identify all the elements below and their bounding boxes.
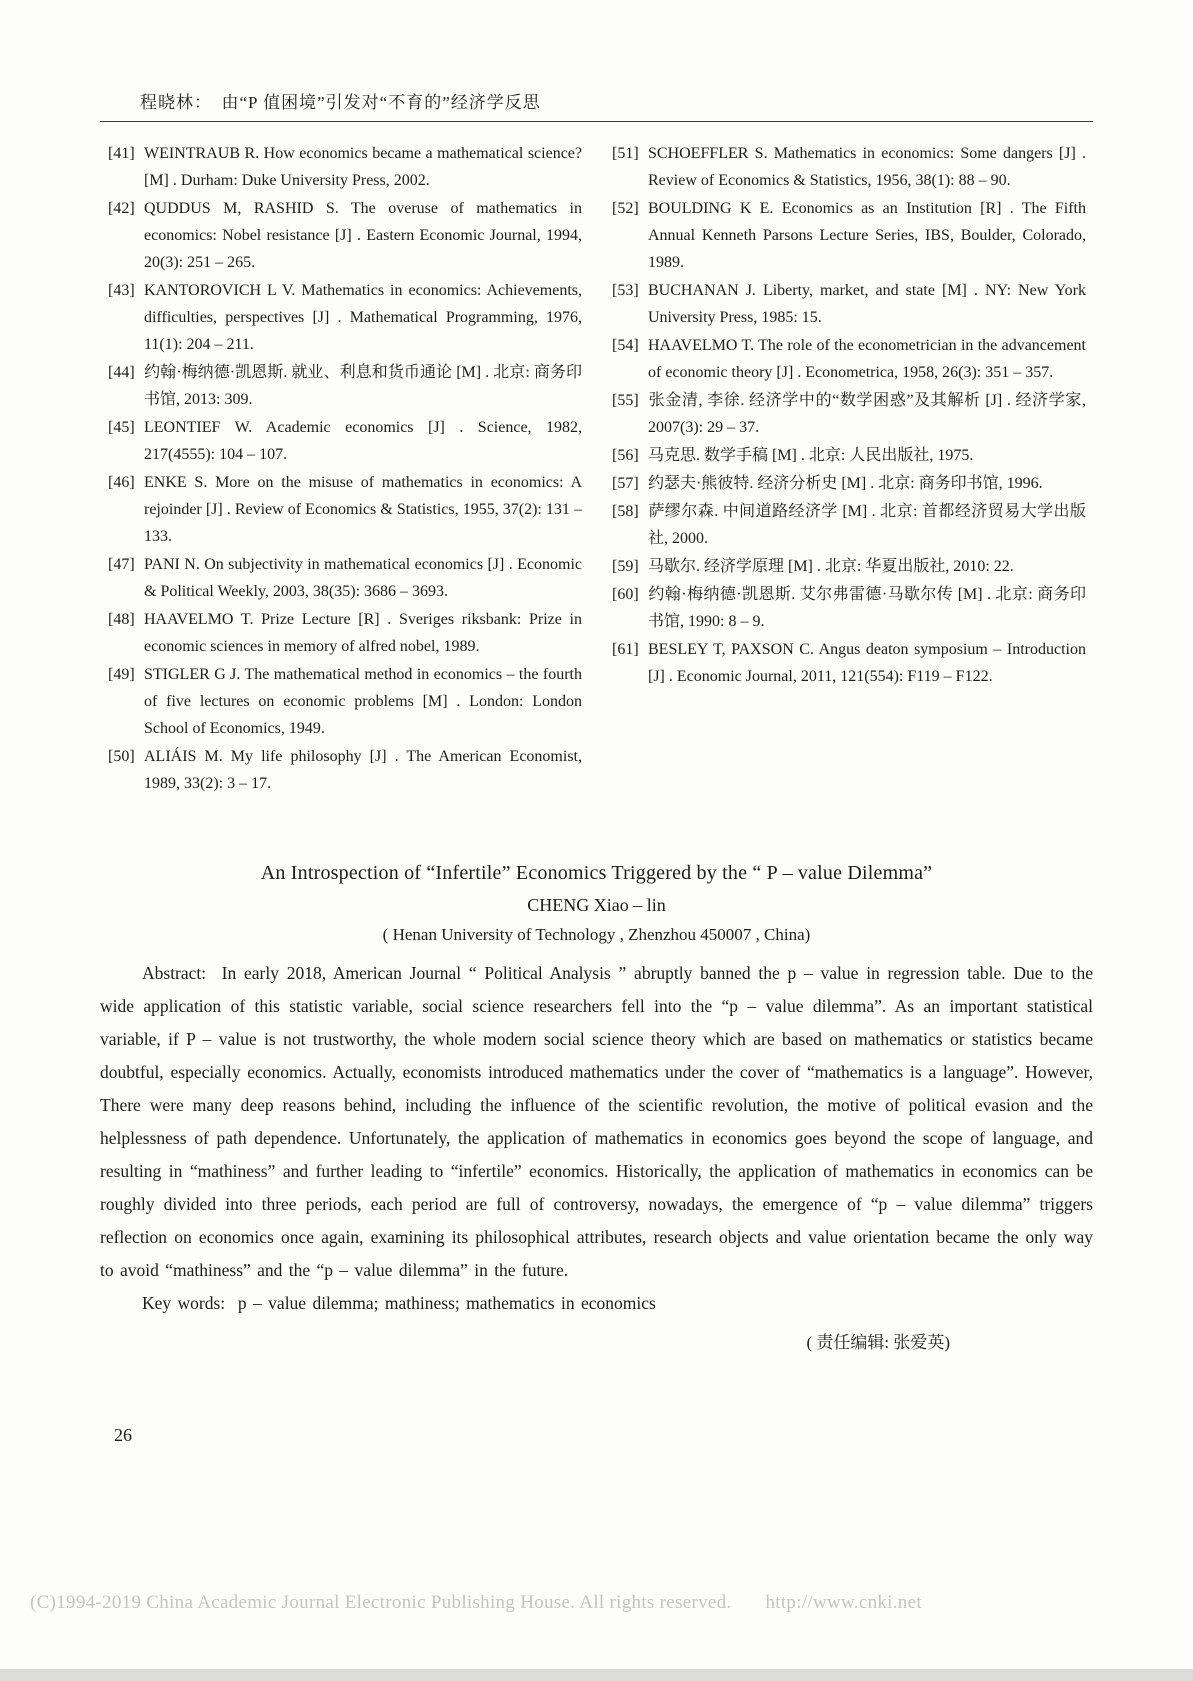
reference-text: BOULDING K E. Economics as an Institution [R] . The Fifth Annual Kenneth Parsons Lecture Series, IBS, Boulder, Colorado, 1989.: [648, 200, 1086, 271]
abstract-text: In early 2018, American Journal “ Political Analysis ” abruptly banned the p – value in regression table. Due to the wide application of this statistic variable, social science researchers fell into the “p – value dilemma”. As an important statistical variable, if P – value is not trustworthy, the whole modern social science theory which are based on mathematics or statistics became doubtful, especially economics. Actually, economists introduced mathematics under the cover of “mathematics is a language”. However, There were many deep reasons behind, including the influence of the scientific revolution, the motive of political evasion and the helplessness of path dependence. Unfortunately, the application of mathematics in economics goes beyond the scope of language, and resulting in “mathiness” and further leading to “infertile” economics. Historically, the application of mathematics in economics can be roughly divided into three periods, each period are full of controversy, nowadays, the emergence of “p – value dilemma” triggers reflection on economics once again, examining its philosophical attributes, research objects and value orientation became the only way to avoid “mathiness” and the “p – value dilemma” in the future.: [100, 963, 1094, 1280]
references-section: [108, 140, 1086, 798]
keywords-line: [100, 1287, 1093, 1320]
reference-text: SCHOEFFLER S. Mathematics in economics: Some dangers [J] . Review of Economics & Statistics, 1956, 38(1): 88 – 90.: [648, 145, 1086, 189]
reference-text: STIGLER G J. The mathematical method in economics – the fourth of five lectures on economic problems [M] . London: London School of Economics, 1949.: [144, 666, 582, 737]
copyright-url: http://www.cnki.net: [765, 1592, 922, 1613]
reference-item: [612, 553, 1086, 580]
reference-number: [41]: [108, 145, 135, 162]
reference-text: PANI N. On subjectivity in mathematical economics [J] . Economic & Political Weekly, 2003, 38(35): 3686 – 3693.: [144, 556, 582, 600]
keywords-text: p – value dilemma; mathiness; mathematics in economics: [237, 1293, 656, 1313]
reference-number: [54]: [612, 337, 639, 354]
reference-text: 张金清, 李徐. 经济学中的“数学困惑”及其解析 [J] . 经济学家, 2007(3): 29 – 37.: [648, 392, 1086, 436]
reference-item: [612, 581, 1086, 635]
reference-text: ENKE S. More on the misuse of mathematics in economics: A rejoinder [J] . Review of Economics & Statistics, 1955, 37(2): 131 – 133.: [144, 474, 582, 545]
reference-text: 约瑟夫·熊彼特. 经济分析史 [M] . 北京: 商务印书馆, 1996.: [648, 475, 1043, 492]
reference-item: [108, 140, 582, 194]
reference-text: LEONTIEF W. Academic economics [J] . Science, 1982, 217(4555): 104 – 107.: [144, 419, 582, 463]
reference-text: HAAVELMO T. Prize Lecture [R] . Sveriges riksbank: Prize in economic sciences in memory of alfred nobel, 1989.: [144, 611, 582, 655]
reference-number: [58]: [612, 503, 639, 520]
reference-item: [108, 359, 582, 413]
english-abstract-section: [100, 858, 1093, 1353]
reference-item: [108, 195, 582, 276]
reference-item: [108, 661, 582, 742]
reference-number: [46]: [108, 474, 135, 491]
reference-number: [42]: [108, 200, 135, 217]
reference-number: [55]: [612, 392, 639, 409]
reference-item: [108, 277, 582, 358]
reference-item: [108, 551, 582, 605]
reference-text: 马克思. 数学手稿 [M] . 北京: 人民出版社, 1975.: [648, 447, 974, 464]
reference-text: BESLEY T, PAXSON C. Angus deaton symposium – Introduction [J] . Economic Journal, 2011, 121(554): F119 – F122.: [648, 641, 1086, 685]
reference-number: [60]: [612, 586, 639, 603]
reference-item: [108, 743, 582, 797]
reference-number: [44]: [108, 364, 135, 381]
reference-text: BUCHANAN J. Liberty, market, and state [M] . NY: New York University Press, 1985: 15.: [648, 282, 1086, 326]
reference-text: HAAVELMO T. The role of the econometrician in the advancement of economic theory [J] . Econometrica, 1958, 26(3): 351 – 357.: [648, 337, 1086, 381]
reference-item: [612, 442, 1086, 469]
editor-note: ( 责任编辑: 张爱英): [806, 1333, 950, 1352]
reference-text: QUDDUS M, RASHID S. The overuse of mathematics in economics: Nobel resistance [J] . Eastern Economic Journal, 1994, 20(3): 251 – 265.: [144, 200, 582, 271]
reference-item: [612, 470, 1086, 497]
reference-number: [56]: [612, 447, 639, 464]
reference-item: [612, 277, 1086, 331]
reference-number: [48]: [108, 611, 135, 628]
reference-number: [59]: [612, 558, 639, 575]
reference-item: [108, 469, 582, 550]
reference-item: [612, 636, 1086, 690]
reference-item: [612, 195, 1086, 276]
reference-item: [612, 498, 1086, 552]
reference-item: [612, 140, 1086, 194]
reference-text: KANTOROVICH L V. Mathematics in economics: Achievements, difficulties, perspectives [J] . Mathematical Programming, 1976, 11(1): 204 – 211.: [144, 282, 582, 353]
reference-number: [50]: [108, 748, 135, 765]
reference-number: [53]: [612, 282, 639, 299]
reference-text: WEINTRAUB R. How economics became a mathematical science? [M] . Durham: Duke University Press, 2002.: [144, 145, 582, 189]
reference-text: 马歇尔. 经济学原理 [M] . 北京: 华夏出版社, 2010: 22.: [648, 558, 1014, 575]
reference-number: [61]: [612, 641, 639, 658]
affiliation: ( Henan University of Technology , Zhenzhou 450007 , China): [382, 925, 811, 944]
reference-number: [57]: [612, 475, 639, 492]
reference-number: [45]: [108, 419, 135, 436]
reference-number: [47]: [108, 556, 135, 573]
reference-item: [612, 387, 1086, 441]
reference-text: 约翰·梅纳德·凯恩斯. 就业、利息和货币通论 [M] . 北京: 商务印书馆, 2013: 309.: [144, 364, 582, 408]
reference-number: [49]: [108, 666, 135, 683]
reference-number: [43]: [108, 282, 135, 299]
author-name: CHENG Xiao – lin: [527, 895, 666, 915]
reference-number: [51]: [612, 145, 639, 162]
reference-item: [108, 606, 582, 660]
reference-item: [612, 332, 1086, 386]
header-rule: [100, 121, 1093, 122]
page-number: 26: [114, 1425, 132, 1445]
references-right-column: [612, 140, 1086, 798]
scan-edge-strip: [0, 1669, 1193, 1681]
abstract-paragraph: [100, 957, 1093, 1287]
copyright-notice: [30, 1592, 922, 1614]
keywords-label: Key words:: [142, 1293, 226, 1313]
reference-text: 萨缪尔森. 中间道路经济学 [M] . 北京: 首都经济贸易大学出版社, 2000.: [648, 503, 1086, 547]
reference-text: 约翰·梅纳德·凯恩斯. 艾尔弗雷德·马歇尔传 [M] . 北京: 商务印书馆, 1990: 8 – 9.: [648, 586, 1086, 630]
abstract-label: Abstract:: [142, 963, 207, 983]
reference-number: [52]: [612, 200, 639, 217]
reference-item: [108, 414, 582, 468]
reference-text: ALIÁIS M. My life philosophy [J] . The American Economist, 1989, 33(2): 3 – 17.: [144, 748, 582, 792]
running-head: 程晓林： 由“P 值困境”引发对“不育的”经济学反思: [140, 93, 541, 112]
english-title: An Introspection of “Infertile” Economics Triggered by the “ P – value Dilemma”: [260, 862, 933, 884]
copyright-text: (C)1994-2019 China Academic Journal Electronic Publishing House. All rights reserved.: [30, 1592, 732, 1613]
references-left-column: [108, 140, 582, 798]
